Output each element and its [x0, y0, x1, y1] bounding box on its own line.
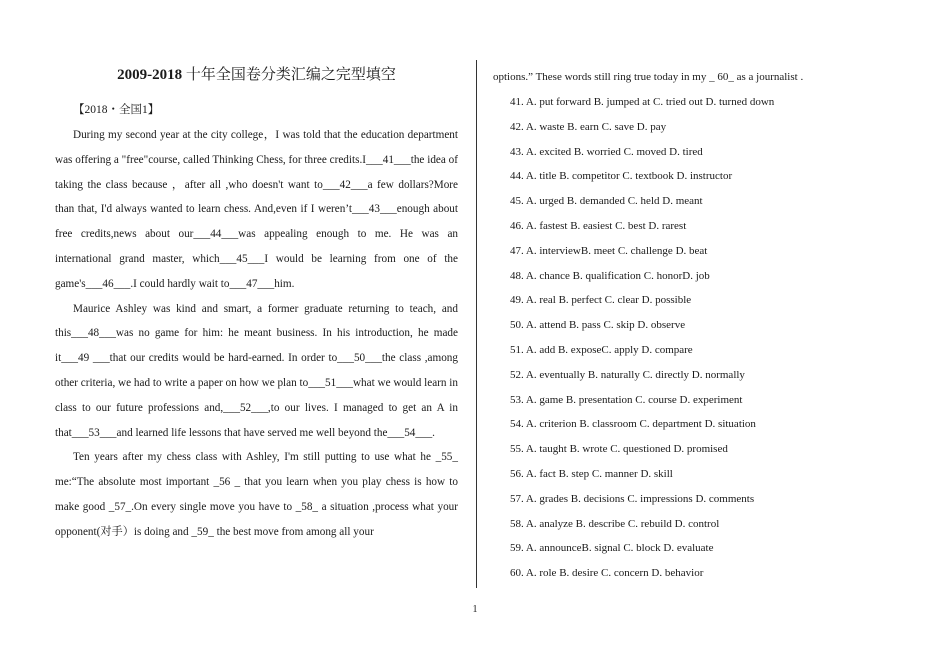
passage-paragraph-1: During my second year at the city college，I was told that the education department was offering a "free"course, called Thinking Chess, for three credits.I___41___the idea of taking the class because ，after all ,who doesn't want to___42___a few dollars?More than that, I'd always wanted to learn chess. And,even if I weren’t___43___enough about free credits,news about our___44___was appealing enough to me. He was an international grand master, which___45___I would be learning from one of the game's___46___.I could hardly wait to___47___him.	[55, 129, 458, 290]
question-item: 53. A. game B. presentation C. course D. experiment	[510, 393, 743, 406]
question-item: 50. A. attend B. pass C. skip D. observe	[510, 319, 686, 332]
title-number: 2009-2018	[117, 67, 183, 83]
question-item: 42. A. waste B. earn C. save D. pay	[510, 120, 667, 133]
question-item: 46. A. fastest B. easiest C. best D. rarest	[510, 219, 687, 232]
left-column	[55, 62, 458, 545]
question-item: 60. A. role B. desire C. concern D. behavior	[510, 567, 704, 580]
title-chinese: 十年全国卷分类汇编之完型填空	[182, 67, 396, 83]
question-item: 58. A. analyze B. describe C. rebuild D. control	[510, 517, 720, 530]
section-tag: 【2018・全国1】	[73, 104, 160, 116]
question-item: 59. A. announceB. signal C. block D. evaluate	[510, 542, 714, 555]
question-item: 56. A. fact B. step C. manner D. skill	[510, 467, 673, 480]
question-item: 54. A. criterion B. classroom C. department D. situation	[510, 418, 756, 431]
question-item: 44. A. title B. competitor C. textbook D. instructor	[510, 170, 733, 183]
passage-paragraph-3: Ten years after my chess class with Ashley, I'm still putting to use what he _55_ me:“The absolute most important _56 _ that you learn when you play chess is how to make good _57_.On every single move you have to _58_ a situation ,process what your opponent(对手）is doing and _59_ the best move from among all your	[55, 451, 458, 538]
right-column	[493, 66, 913, 586]
question-item: 55. A. taught B. wrote C. questioned D. promised	[510, 443, 728, 456]
passage-paragraph-2: Maurice Ashley was kind and smart, a former graduate returning to teach, and this___48___was no game for him: he meant business. In his introduction, he made it___49 ___that our credits would be hard-earned. In order to___50___the class ,among other criteria, we had to write a paper on how we plan to___51___what we would learn in class to our future professions and,___52___,to our lives. I managed to get an A in that___53___and learned life lessons that have served me well beyond the___54___.	[55, 302, 458, 439]
question-item: 48. A. chance B. qualification C. honorD. job	[510, 269, 710, 282]
page-number: 1	[472, 604, 478, 615]
question-item: 43. A. excited B. worried C. moved D. tired	[510, 145, 703, 158]
column-divider	[476, 60, 477, 588]
question-list	[493, 90, 913, 586]
question-item: 45. A. urged B. demanded C. held D. meant	[510, 195, 703, 208]
question-item: 47. A. interviewB. meet C. challenge D. beat	[510, 244, 708, 257]
question-item: 57. A. grades B. decisions C. impressions D. comments	[510, 492, 755, 505]
question-item: 51. A. add B. exposeC. apply D. compare	[510, 343, 693, 356]
page-title	[55, 62, 458, 88]
passage-continuation: options.” These words still ring true today in my _ 60_ as a journalist .	[493, 71, 804, 83]
question-item: 41. A. put forward B. jumped at C. tried out D. turned down	[510, 96, 775, 108]
question-item: 52. A. eventually B. naturally C. directly D. normally	[510, 368, 745, 381]
question-item: 49. A. real B. perfect C. clear D. possible	[510, 294, 692, 307]
